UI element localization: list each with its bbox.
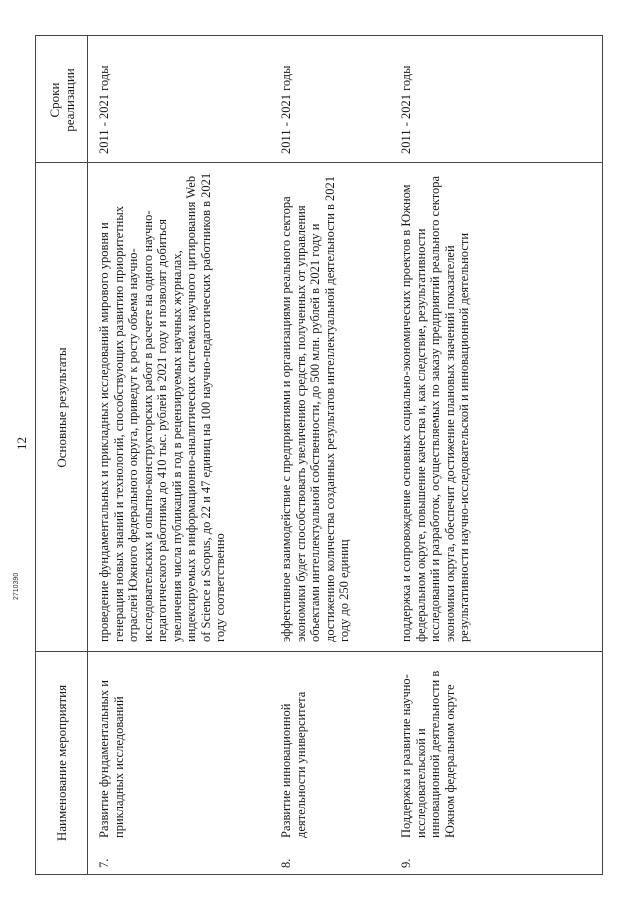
row-terms: 2011 - 2021 годы — [279, 65, 293, 154]
header-divider — [87, 36, 88, 874]
row-results: поддержка и сопровождение основных социально-экономических проектов в Южном федеральном округе, повышение качества и, как следствие, результативности исследований и разработок, осуществляемых по заказу предприятий реального сектора экономики округа, обеспечит достижение плановых значений показателей результативности научно-исследовательской и инновационной деятельности — [399, 175, 471, 642]
header-results: Основные результаты — [54, 347, 69, 468]
column-divider — [36, 651, 602, 652]
row-name: Развитие инновационной деятельности университета — [279, 691, 308, 838]
column-divider — [36, 162, 602, 163]
row-terms: 2011 - 2021 годы — [97, 65, 111, 154]
row-number: 7. — [97, 858, 111, 868]
row-results: проведение фундаментальных и прикладных исследований мирового уровня и генерация новых знаний и технологий, способствующих развитию приоритетных отраслей Южного федерального округа, приведут к росту объема научно-исследовательских и опытно-конструкторских работ в расчете на одного научно-педагогического работника до 410 тыс. рублей в 2021 году и позволят добиться увеличения числа публикаций в год в рецензируемых научных журналах, индексируемых в информационно-аналитических системах научного цитирования Web of Science и Scopus, до 22 и 47 единиц на 100 научно-педагогических работников в 2021 году соответственно — [97, 172, 227, 642]
row-number: 9. — [399, 858, 413, 868]
page-number: 12 — [14, 437, 29, 450]
document-code: 2710390 — [13, 572, 20, 600]
row-results: эффективное взаимодействие с предприятиями и организациями реального сектора экономики будет способствовать увеличению средств, полученных от управления объектами интеллектуальной собственности, до 500 млн. рублей в 2021 году и достижению количества созданных результатов интеллектуальной деятельности в 2021 году до 250 единиц — [279, 175, 351, 642]
row-name: Поддержка и развитие научно-исследовательской и инновационной деятельности в Южном федеральном округе — [399, 670, 457, 838]
measures-table — [35, 35, 603, 875]
header-name: Наименование мероприятия — [54, 684, 69, 842]
header-terms: Сроки реализации — [46, 68, 77, 132]
row-number: 8. — [279, 858, 293, 868]
row-name: Развитие фундаментальных и прикладных исследований — [97, 679, 126, 838]
row-terms: 2011 - 2021 годы — [399, 65, 413, 154]
